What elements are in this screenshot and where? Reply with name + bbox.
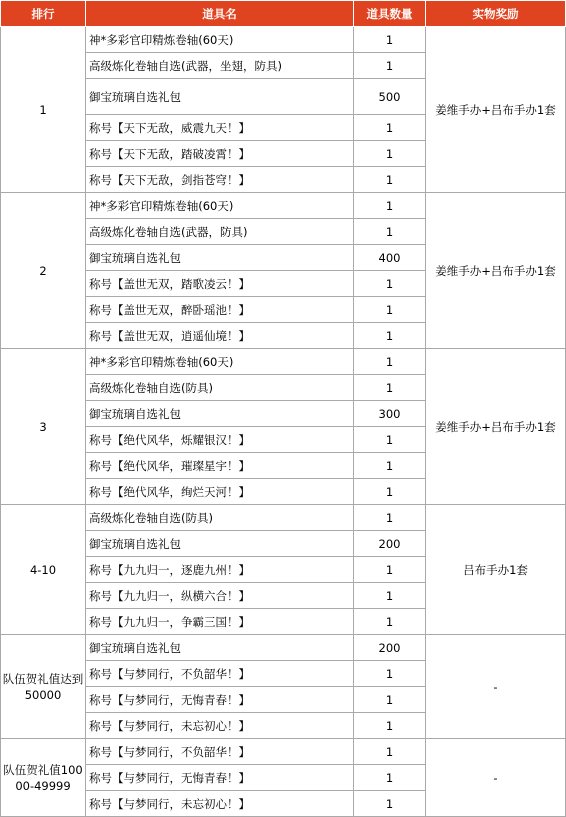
item-cell: 称号【与梦同行，无悔青春！】 <box>86 687 354 713</box>
item-cell: 称号【九九归一，纵横六合！】 <box>86 583 354 609</box>
qty-cell: 1 <box>354 557 426 583</box>
rank-cell: 3 <box>1 349 86 505</box>
header-rank: 排行 <box>1 1 86 27</box>
item-cell: 称号【盖世无双，踏歌凌云！】 <box>86 271 354 297</box>
item-cell: 称号【天下无敌，剑指苍穹！】 <box>86 167 354 193</box>
item-cell: 高级炼化卷轴自选(防具) <box>86 375 354 401</box>
qty-cell: 1 <box>354 297 426 323</box>
qty-cell: 1 <box>354 193 426 219</box>
item-cell: 称号【与梦同行，未忘初心！】 <box>86 713 354 739</box>
reward-cell: 姜维手办+吕布手办1套 <box>426 193 566 349</box>
rank-cell: 4-10 <box>1 505 86 635</box>
table-row <box>1 193 566 219</box>
item-cell: 御宝琉璃自选礼包 <box>86 531 354 557</box>
qty-cell: 1 <box>354 27 426 53</box>
item-cell: 高级炼化卷轴自选(武器，防具) <box>86 219 354 245</box>
qty-cell: 1 <box>354 505 426 531</box>
item-cell: 神*多彩官印精炼卷轴(60天) <box>86 349 354 375</box>
reward-cell: - <box>426 739 566 817</box>
item-cell: 称号【与梦同行，未忘初心！】 <box>86 791 354 817</box>
qty-cell: 1 <box>354 427 426 453</box>
reward-cell: 姜维手办+吕布手办1套 <box>426 27 566 193</box>
qty-cell: 400 <box>354 245 426 271</box>
item-cell: 称号【九九归一，争霸三国！】 <box>86 609 354 635</box>
table-row <box>1 739 566 765</box>
item-cell: 神*多彩官印精炼卷轴(60天) <box>86 27 354 53</box>
item-cell: 称号【与梦同行，不负韶华！】 <box>86 661 354 687</box>
rank-cell: 队伍贺礼值10000-49999 <box>1 739 86 817</box>
item-cell: 御宝琉璃自选礼包 <box>86 635 354 661</box>
item-cell: 称号【天下无敌，威震九天！】 <box>86 115 354 141</box>
rank-cell: 队伍贺礼值达到50000 <box>1 635 86 739</box>
item-cell: 称号【九九归一，逐鹿九州！】 <box>86 557 354 583</box>
item-cell: 称号【盖世无双，醉卧瑶池！】 <box>86 297 354 323</box>
qty-cell: 1 <box>354 479 426 505</box>
qty-cell: 1 <box>354 739 426 765</box>
qty-cell: 1 <box>354 453 426 479</box>
item-cell: 御宝琉璃自选礼包 <box>86 245 354 271</box>
qty-cell: 200 <box>354 531 426 557</box>
table-row <box>1 505 566 531</box>
header-item: 道具名 <box>86 1 354 27</box>
item-cell: 高级炼化卷轴自选(防具) <box>86 505 354 531</box>
rank-cell: 1 <box>1 27 86 193</box>
item-cell: 称号【与梦同行，不负韶华！】 <box>86 739 354 765</box>
reward-cell: 姜维手办+吕布手办1套 <box>426 349 566 505</box>
item-cell: 称号【天下无敌，踏破凌霄！】 <box>86 141 354 167</box>
qty-cell: 1 <box>354 765 426 791</box>
qty-cell: 1 <box>354 323 426 349</box>
item-cell: 御宝琉璃自选礼包 <box>86 401 354 427</box>
qty-cell: 1 <box>354 375 426 401</box>
item-cell: 称号【盖世无双，逍遥仙境！】 <box>86 323 354 349</box>
qty-cell: 1 <box>354 609 426 635</box>
reward-cell: 吕布手办1套 <box>426 505 566 635</box>
qty-cell: 1 <box>354 791 426 817</box>
reward-cell: - <box>426 635 566 739</box>
qty-cell: 1 <box>354 661 426 687</box>
qty-cell: 1 <box>354 349 426 375</box>
qty-cell: 1 <box>354 115 426 141</box>
item-cell: 高级炼化卷轴自选(武器，坐翅，防具) <box>86 53 354 79</box>
qty-cell: 1 <box>354 219 426 245</box>
qty-cell: 1 <box>354 141 426 167</box>
rank-cell: 2 <box>1 193 86 349</box>
qty-cell: 1 <box>354 713 426 739</box>
header-reward: 实物奖励 <box>426 1 566 27</box>
qty-cell: 1 <box>354 271 426 297</box>
header-row <box>1 1 566 27</box>
qty-cell: 1 <box>354 583 426 609</box>
table-body <box>1 27 566 817</box>
table-row <box>1 349 566 375</box>
qty-cell: 1 <box>354 53 426 79</box>
item-cell: 称号【绝代风华，烁耀银汉！】 <box>86 427 354 453</box>
item-cell: 称号【与梦同行，无悔青春！】 <box>86 765 354 791</box>
table-row <box>1 635 566 661</box>
qty-cell: 1 <box>354 687 426 713</box>
item-cell: 御宝琉璃自选礼包 <box>86 79 354 115</box>
table-row <box>1 27 566 53</box>
qty-cell: 200 <box>354 635 426 661</box>
qty-cell: 500 <box>354 79 426 115</box>
item-cell: 称号【绝代风华，绚烂天河！】 <box>86 479 354 505</box>
header-qty: 道具数量 <box>354 1 426 27</box>
item-cell: 神*多彩官印精炼卷轴(60天) <box>86 193 354 219</box>
qty-cell: 1 <box>354 167 426 193</box>
item-cell: 称号【绝代风华，璀璨星宇！】 <box>86 453 354 479</box>
qty-cell: 300 <box>354 401 426 427</box>
